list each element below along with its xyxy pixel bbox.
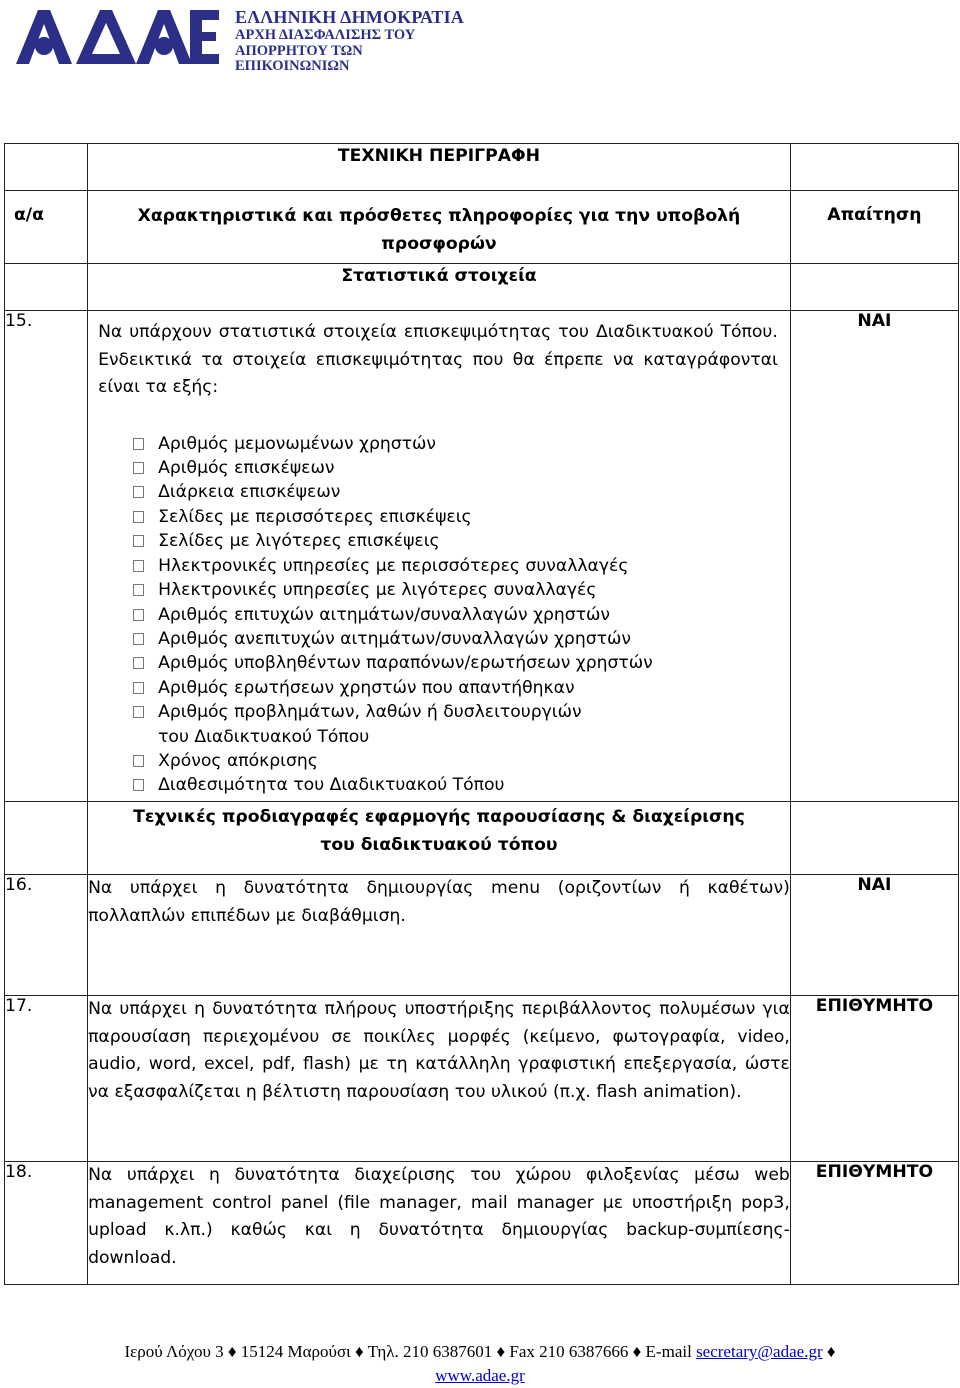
footer-separator: ♦ (822, 1342, 836, 1361)
website-link[interactable]: www.adae.gr (435, 1365, 525, 1385)
checkbox-square-icon (133, 682, 144, 694)
footer-address: Ιερού Λόχου 3 ♦ 15124 Μαρούσι ♦ Τηλ. 210 6387601 ♦ Fax 210 6387666 ♦ E-mail (124, 1342, 697, 1361)
list-item-label: Σελίδες με περισσότερες επισκέψεις (158, 506, 472, 527)
list-item-label: Αριθμός ερωτήσεων χρηστών που απαντήθηκαν (158, 677, 575, 698)
list-item-label: Χρόνος απόκρισης (158, 751, 318, 772)
table-row-17 (5, 996, 959, 1162)
statistics-list (132, 432, 790, 798)
section-row-statistics (5, 264, 959, 311)
requirement-value: ΕΠΙΘΥΜΗΤΟ (790, 996, 958, 1162)
list-item-label: Αριθμός ανεπιτυχών αιτημάτων/συναλλαγών χρηστών (158, 628, 631, 649)
list-item (132, 456, 790, 480)
row-description: Να υπάρχει η δυνατότητα διαχείρισης του χώρου φιλοξενίας μέσω web management control panel (file manager, mail manager με υποστήριξη pop3, upload κ.λπ.) καθώς και η δυνατότητα δημιουργίας backup-συμπίεσης-download. (88, 1162, 791, 1285)
requirement-value: ΝΑΙ (790, 875, 958, 996)
col-desc-label: Χαρακτηριστικά και πρόσθετες πληροφορίες για την υποβολή προσφορών (137, 206, 741, 254)
table-row-16 (5, 875, 959, 996)
empty-cell (790, 802, 958, 875)
table-header-row (5, 191, 959, 264)
agency-line-1: ΕΛΛΗΝΙΚΗ ΔΗΜΟΚΡΑΤΙΑ (235, 7, 465, 27)
section-title-statistics: Στατιστικά στοιχεία (88, 264, 791, 311)
col-req-header (790, 191, 958, 264)
footer (0, 1340, 960, 1388)
checkbox-square-icon (133, 535, 144, 547)
list-item (132, 432, 790, 456)
email-link[interactable]: secretary@adae.gr (696, 1342, 823, 1361)
table-title: ΤΕΧΝΙΚΗ ΠΕΡΙΓΡΑΦΗ (88, 144, 791, 191)
list-item (132, 700, 790, 724)
checkbox-square-icon (133, 779, 144, 791)
row-description: Να υπάρχει η δυνατότητα δημιουργίας menu (οριζοντίων ή καθέτων) πολλαπλών επιπέδων με διαβάθμιση. (88, 875, 791, 996)
letterhead (14, 6, 474, 75)
empty-cell (5, 802, 88, 875)
table-row-15 (5, 311, 959, 802)
list-item (132, 480, 790, 504)
col-num-header (5, 191, 88, 264)
checkbox-square-icon (133, 584, 144, 596)
list-item (132, 627, 790, 651)
list-item (132, 749, 790, 773)
list-item-label: Διάρκεια επισκέψεων (158, 482, 341, 503)
col-desc-header (88, 191, 791, 264)
checkbox-square-icon (133, 633, 144, 645)
list-item-label: Αριθμός επισκέψεων (158, 457, 335, 478)
list-item-label: Σελίδες με λιγότερες επισκέψεις (158, 531, 440, 552)
checkbox-square-icon (133, 609, 144, 621)
table-title-row (5, 144, 959, 191)
checkbox-square-icon (133, 438, 144, 450)
list-item (132, 554, 790, 578)
list-item (132, 725, 790, 749)
checkbox-square-icon (133, 755, 144, 767)
requirement-value: ΝΑΙ (790, 311, 958, 802)
list-item-label: Ηλεκτρονικές υπηρεσίες με περισσότερες συναλλαγές (158, 555, 629, 576)
checkbox-square-icon (133, 511, 144, 523)
list-item (132, 603, 790, 627)
list-item (132, 529, 790, 553)
technical-spec-table (4, 143, 959, 1285)
list-item-label: του Διαδικτυακού Τόπου (158, 726, 370, 747)
checkbox-square-icon (133, 706, 144, 718)
list-item (132, 676, 790, 700)
list-item-label: Αριθμός επιτυχών αιτημάτων/συναλλαγών χρηστών (158, 604, 611, 625)
list-item (132, 651, 790, 675)
checkbox-square-icon (133, 657, 144, 669)
empty-cell (790, 264, 958, 311)
checkbox-square-icon (133, 560, 144, 572)
row-number: 16. (5, 875, 88, 996)
section-title-tech-specs: Τεχνικές προδιαγραφές εφαρμογής παρουσίασης & διαχείρισης του διαδικτυακού τόπου (88, 802, 791, 875)
adae-logo (14, 6, 219, 66)
agency-line-2: ΑΡΧΗ ΔΙΑΣΦΑΛΙΣΗΣ ΤΟΥ (235, 26, 416, 43)
agency-line-3: ΑΠΟΡΡΗΤΟΥ ΤΩΝ ΕΠΙΚΟΙΝΩΝΙΩΝ (235, 43, 363, 75)
list-item-label: Διαθεσιμότητα του Διαδικτυακού Τόπου (158, 775, 505, 796)
list-item-label: Αριθμός μεμονωμένων χρηστών (158, 433, 436, 454)
checkbox-square-icon (133, 486, 144, 498)
row-text: Να υπάρχουν στατιστικά στοιχεία επισκεψιμότητας του Διαδικτυακού Τόπου. Ενδεικτικά τα στοιχεία επισκεψιμότητας που θα έπρεπε να καταγράφονται είναι τα εξής: (98, 322, 778, 398)
requirement-value: ΕΠΙΘΥΜΗΤΟ (790, 1162, 958, 1285)
col-req-label: Απαίτηση (827, 205, 922, 225)
footer-line-2 (0, 1364, 960, 1388)
list-item-label: Αριθμός υποβληθέντων παραπόνων/ερωτήσεων χρηστών (158, 653, 653, 674)
col-num-label: α/α (14, 205, 44, 225)
row-number: 15. (5, 311, 88, 802)
list-item-label: Αριθμός προβλημάτων, λαθών ή δυσλειτουργιών (158, 702, 582, 723)
list-item (132, 773, 790, 797)
row-number: 18. (5, 1162, 88, 1285)
list-item-label: Ηλεκτρονικές υπηρεσίες με λιγότερες συναλλαγές (158, 580, 597, 601)
empty-cell (5, 144, 88, 191)
row-number: 17. (5, 996, 88, 1162)
row-description: Να υπάρχει η δυνατότητα πλήρους υποστήριξης περιβάλλοντος πολυμέσων για παρουσίαση περιεχομένου σε ποικίλες μορφές (κείμενο, φωτογραφία, video, audio, word, excel, pdf, flash) με τη κατάλληλη γραφιστική επεξεργασία, ώστε να εξασφαλίζεται η βέλτιστη παρουσίαση του υλικού (π.χ. flash animation). (88, 996, 791, 1162)
agency-name (235, 8, 474, 75)
section-row-tech-specs (5, 802, 959, 875)
empty-cell (5, 264, 88, 311)
list-item (132, 578, 790, 602)
footer-line-1 (0, 1340, 960, 1364)
table-row-18 (5, 1162, 959, 1285)
row-description (88, 311, 791, 802)
list-item (132, 505, 790, 529)
empty-cell (790, 144, 958, 191)
checkbox-square-icon (133, 462, 144, 474)
